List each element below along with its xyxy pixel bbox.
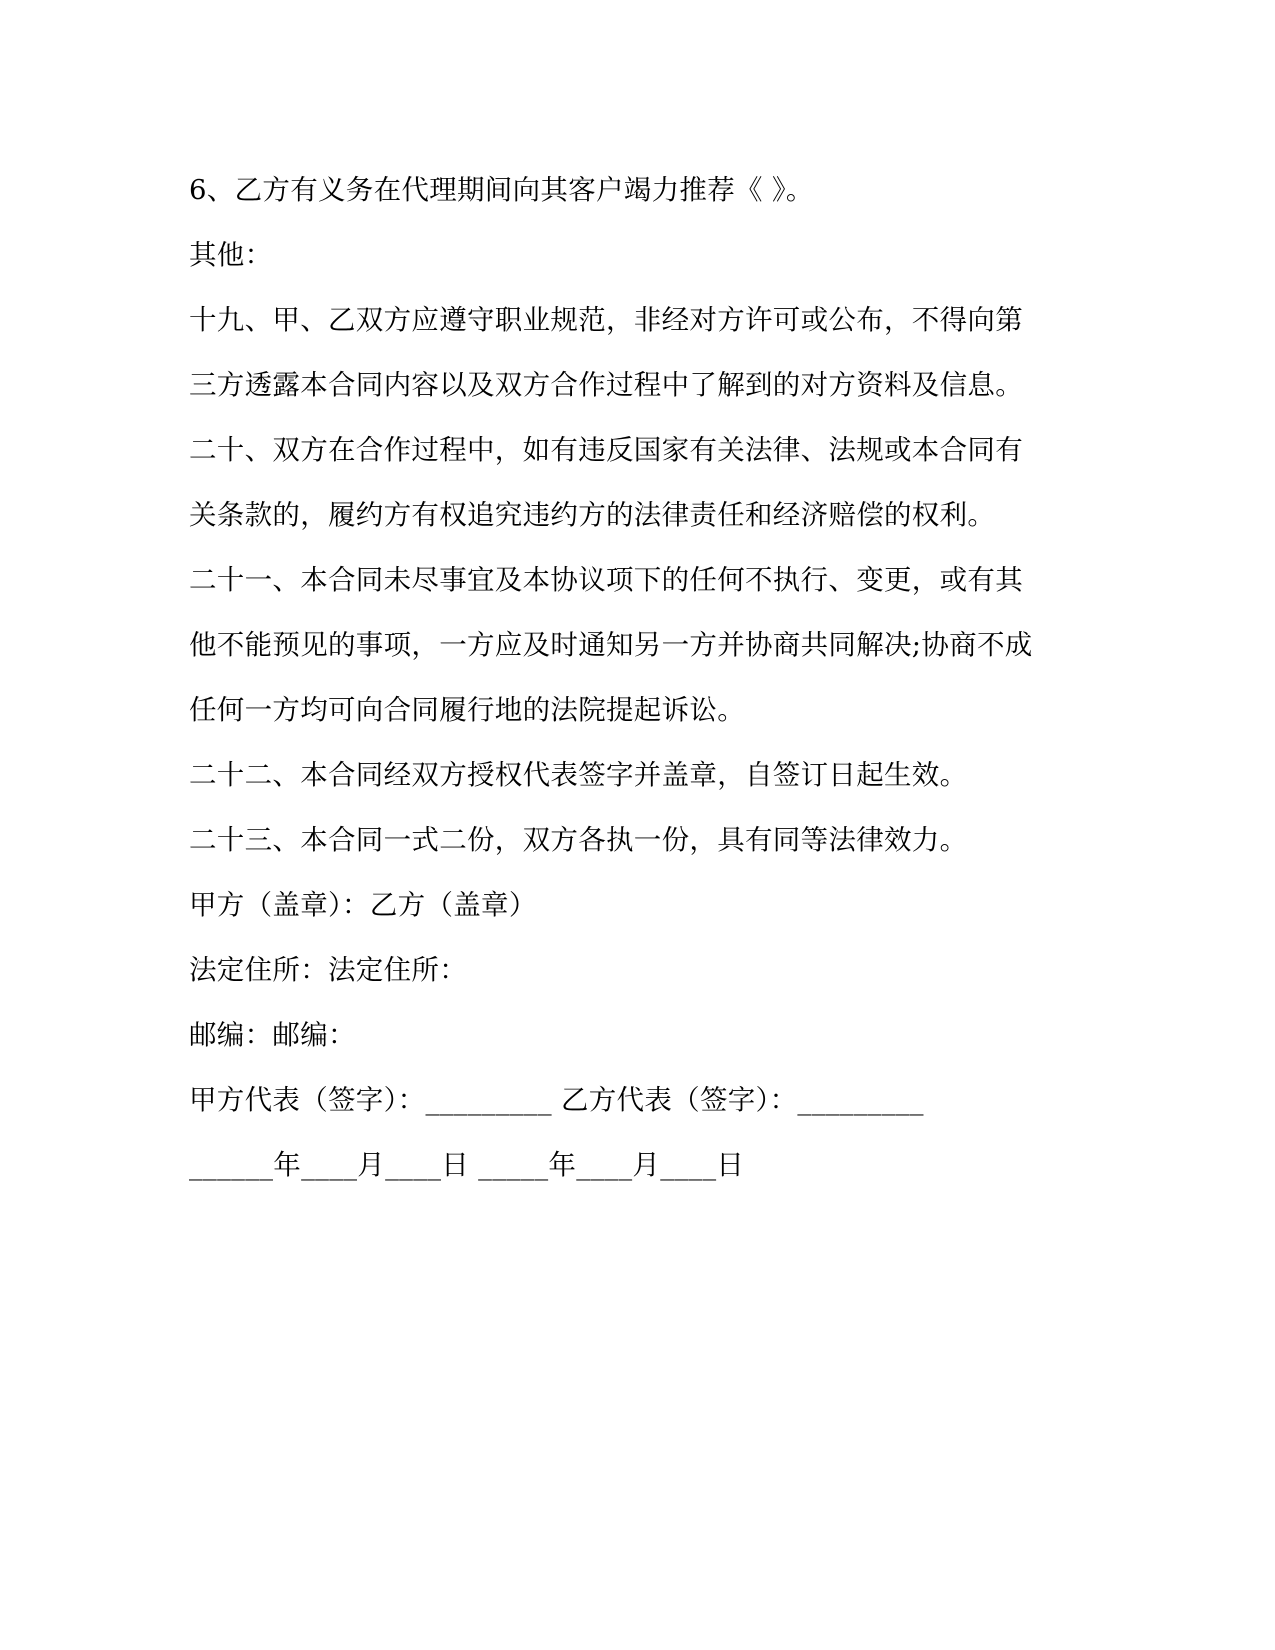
clause-6-text: 6、乙方有义务在代理期间向其客户竭力推荐《 》。: [189, 174, 814, 206]
clause-21-line-1: 二十一、本合同未尽事宜及本协议项下的任何不执行、变更，或有其: [189, 564, 1023, 596]
clause-23-text: 二十三、本合同一式二份，双方各执一份，具有同等法律效力。: [189, 824, 968, 856]
postcode-line: 邮编：邮编：: [189, 1019, 356, 1051]
clause-19-line-1: 十九、甲、乙双方应遵守职业规范，非经对方许可或公布，不得向第: [189, 304, 1023, 336]
clause-21-line-2: 他不能预见的事项，一方应及时通知另一方并协商共同解决;协商不成: [189, 629, 1033, 661]
clause-21-line-3: 任何一方均可向合同履行地的法院提起诉讼。: [189, 694, 745, 726]
seal-line: 甲方（盖章）：乙方（盖章）: [189, 889, 537, 921]
legal-address-line: 法定住所：法定住所：: [189, 954, 467, 986]
clause-20-line-2: 关条款的，履约方有权追究违约方的法律责任和经济赔偿的权利。: [189, 499, 996, 531]
signature-line: 甲方代表（签字）：_________ 乙方代表（签字）：_________: [189, 1084, 924, 1116]
date-line: ______年____月____日 _____年____月____日: [189, 1149, 745, 1181]
clause-22-text: 二十二、本合同经双方授权代表签字并盖章，自签订日起生效。: [189, 759, 968, 791]
clause-20-line-1: 二十、双方在合作过程中，如有违反国家有关法律、法规或本合同有: [189, 434, 1023, 466]
clause-19-line-2: 三方透露本合同内容以及双方合作过程中了解到的对方资料及信息。: [189, 369, 1023, 401]
other-heading: 其他：: [189, 239, 273, 271]
